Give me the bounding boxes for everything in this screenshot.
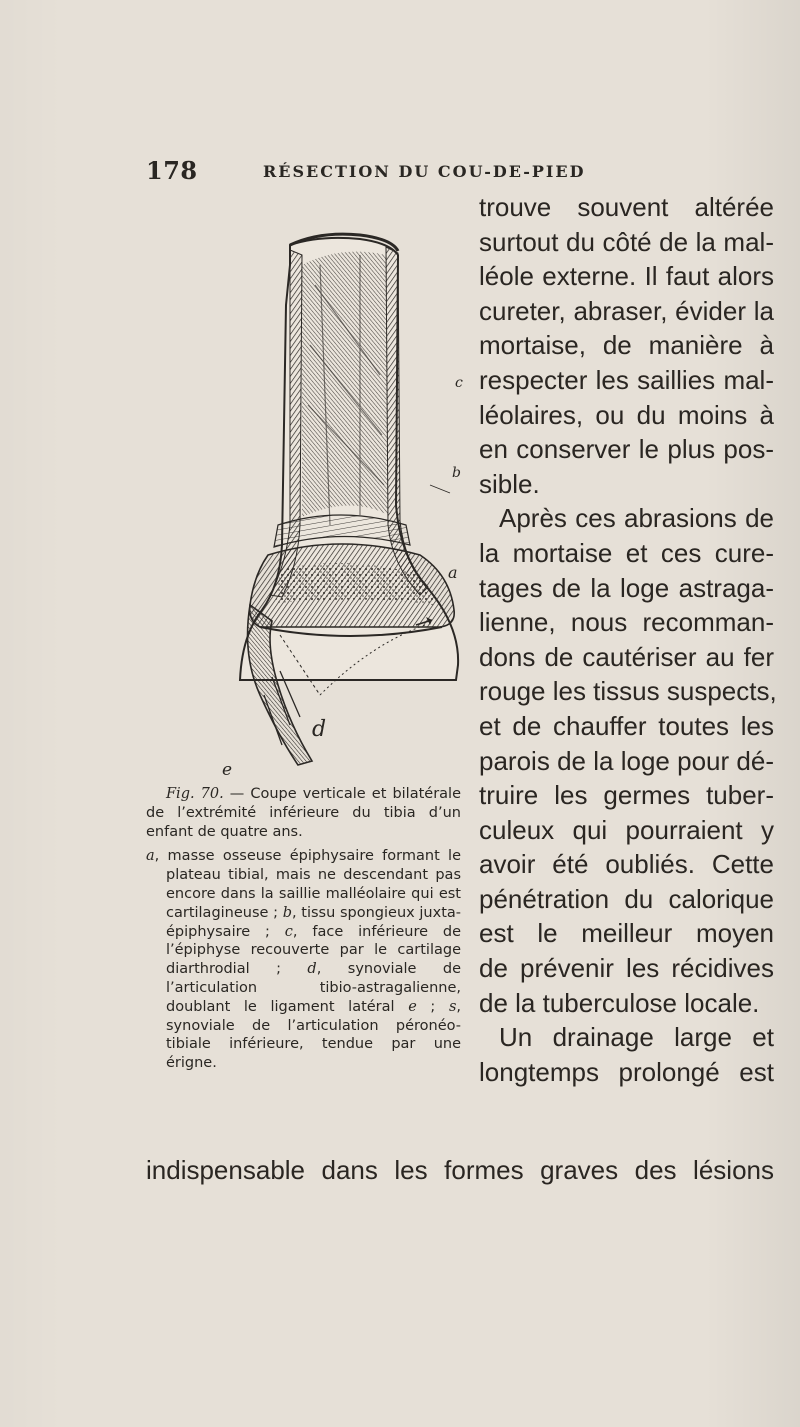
legend-text-b: , tissu spongieux juxta-épiphysaire ; [166,904,462,940]
text-line: surtout du côté de la mal- [479,226,774,257]
running-head: RÉSECTION DU COU-DE-PIED [263,162,586,181]
text-line: mortaise, de manière à [479,330,774,361]
text-line: avoir été oubliés. Cette [479,849,774,880]
text-line: truire les germes tuber- [479,780,774,811]
text-line: culeux qui pourraient y [479,814,774,845]
legend-letter-a: a [146,848,155,865]
body-text-column [479,190,777,1089]
text-line: tages de la loge astraga- [479,572,774,603]
legend-letter-c: c [284,923,293,940]
text-line: léole externe. Il faut alors [479,261,774,292]
figure-letter-d: d [312,717,327,742]
text-line: rouge les tissus suspects, [479,676,777,707]
tibia-section-engraving [220,225,475,785]
legend-text-e: ; [416,998,449,1015]
legend-text-a: , masse osseuse épiphysaire formant le plateau tibial, mais ne descendant pas encore dans la saillie malléolaire qui est cartilagineuse ; [154,848,461,921]
text-line: cureter, abraser, évider la [479,295,774,326]
text-line: de prévenir les récidives [479,953,774,984]
page-number: 178 [146,156,198,185]
caption-title-text: — Coupe verticale et bilatérale de l’extrémité inférieure du tibia d’un enfant de quatre ans. [146,786,461,840]
text-line: lienne, nous recomman- [479,607,774,638]
text-line: et de chauffer toutes les [479,710,774,741]
figure-letter-c: c [455,375,463,391]
text-line-full-width: indispensable dans les formes graves des lésions [146,1155,774,1185]
paragraph-1 [479,190,774,501]
text-line: trouve souvent altérée [479,192,774,222]
legend-text-s: , synoviale de l’articulation péronéo-tibiale inférieure, tendue par une érigne. [166,998,462,1072]
caption-legend [146,847,461,1073]
text-line: respecter les saillies mal- [479,364,774,395]
figure-letter-e: e [222,760,233,780]
legend-text-c: , face inférieure de l’épiphyse recouverte par le cartilage diarthrodial ; [166,923,461,978]
text-line: la mortaise et ces cure- [479,537,774,568]
text-line: est le meilleur moyen [479,918,774,949]
text-line: Après ces abrasions de [499,503,774,534]
text-line: pénétration du calorique [479,883,774,914]
figure-label: Fig. 70. [166,786,224,802]
figure-letter-a: a [448,563,458,582]
legend-body [146,847,461,1073]
text-line: longtemps prolongé est [479,1056,774,1087]
text-line: léolaires, ou du moins à [479,399,774,430]
legend-text-d: , synoviale de l’articulation tibio-astragalienne, doublant le ligament latéral [166,961,461,1015]
anatomical-figure [220,225,475,785]
figure-letter-b: b [452,465,461,481]
legend-letter-b: b [282,904,292,921]
text-line: Un drainage large et [499,1022,774,1053]
paragraph-2 [479,501,777,1020]
figure-caption [146,785,461,1073]
text-line: de la tuberculose locale. [479,987,760,1018]
text-line: dons de cautériser au fer [479,641,774,672]
text-line: sible. [479,468,540,499]
paragraph-3 [479,1020,774,1089]
legend-letter-s: s [448,998,457,1015]
caption-title [146,785,461,841]
text-line: en conserver le plus pos- [479,434,774,465]
legend-letter-d: d [307,961,317,978]
text-line: parois de la loge pour dé- [479,745,774,776]
legend-letter-e: e [408,998,417,1015]
